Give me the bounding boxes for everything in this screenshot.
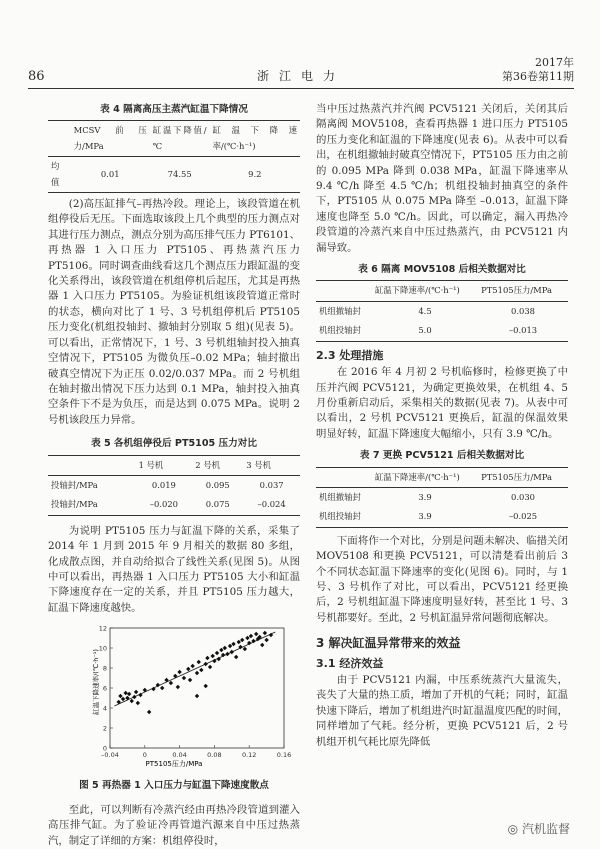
- data-point: [234, 655, 238, 659]
- journal-year: 2017年: [535, 56, 574, 69]
- table6-header: PT5105压力/MPa: [478, 281, 568, 301]
- table-cell: 0.030: [511, 491, 536, 502]
- data-point: [225, 652, 229, 656]
- data-point: [263, 631, 267, 635]
- data-point: [231, 642, 235, 646]
- table-cell: 0.037: [259, 479, 284, 490]
- watermark-text: 汽机监督: [521, 822, 570, 836]
- data-point: [197, 660, 201, 664]
- paragraph: 由于 PCV5121 内漏，中压系统蒸汽大量流失，丧失了大量的热工质，增加了开机的气耗；同时，缸温快速下降后，增加了机组进汽时缸温温度匹配的时间，同样增加了气耗。经分析，更换 PCV5121 后，2 号机组开机气耗比原先降低: [316, 674, 568, 748]
- y-tick-label: 10: [98, 644, 107, 653]
- table-cell: 0.019: [151, 479, 176, 490]
- table-cell: 机组撤轴封: [319, 491, 361, 502]
- data-point: [195, 694, 199, 698]
- data-point: [237, 640, 241, 644]
- page-number: 86: [28, 69, 45, 84]
- figure5-caption: 图 5 再热器 1 入口压力与缸温下降速度散点: [79, 779, 269, 791]
- table-cell: 投轴封/MPa: [48, 495, 136, 515]
- data-point: [240, 638, 244, 642]
- data-point: [205, 656, 209, 660]
- data-point: [245, 636, 249, 640]
- table-row: [316, 507, 568, 527]
- table-cell: 3.9: [418, 491, 432, 502]
- plot-frame: [110, 628, 284, 748]
- y-axis-label: 缸温下降速率/(℃·h⁻¹): [92, 649, 100, 716]
- y-tick-label: 12: [98, 624, 107, 633]
- data-point: [249, 634, 253, 638]
- y-tick-label: 2: [102, 724, 107, 733]
- x-axis-label: PT5105压力/MPa: [145, 760, 203, 769]
- table-cell: 均值: [48, 157, 71, 193]
- data-point: [160, 686, 164, 690]
- data-point: [118, 694, 122, 698]
- table6-caption: 表 6 隔离 MOV5108 后相关数据对比: [358, 264, 526, 276]
- data-point: [176, 685, 180, 689]
- table-cell: 机组投轴封: [316, 321, 372, 341]
- paragraph: (2)高压缸排气–再热冷段。理论上，该段管道在机组停役后无压。下面选取该段上几个典型的压力测点对其进行压力测点，测点分别为高压排气压力 PT6101、再热器 1 入口压力 PT5105、再热蒸汽压力 PT5106。同时调查曲线看这几个测点压力跟缸温的变化关系得出，该段管道在机组停机后起压，尤其是再热器 1 入口压力 PT5105。为验证机组该段管道正常时的状态，横向对比了 1 号、3 号机组停机后 PT5105 压力变化(机组投轴封、撤轴封分别取 5 组)(见表 5)。可以看出，正常情况下，1 号、3 号机组轴封投入抽真空情况下，PT5105 为微负压–0.02 MPa；轴封撤出破真空情况下为正压 0.02/0.037 MPa。而 2 号机组在轴封撤出情况下压力达到 0.1 MPa，轴封投入抽真空条件下不是为负压，而是达到 0.075 MPa。说明 2 号机该段压力异常。: [48, 198, 300, 426]
- x-tick-label: 0: [142, 751, 147, 760]
- table-row: [316, 301, 568, 321]
- data-point: [223, 646, 227, 650]
- table-row: [316, 487, 568, 507]
- x-tick-label: 0.04: [172, 751, 187, 760]
- paragraph: 至此，可以判断有冷蒸汽经由再热冷段管道到灌入高压排气缸。为了验证冷再管道汽源来自中压过热蒸汽，制定了详细的方案：机组停役时，: [48, 804, 300, 847]
- table5-caption: 表 5 各机组停役后 PT5105 压力对比: [91, 438, 257, 450]
- x-tick-label: –0.04: [101, 751, 119, 760]
- data-point: [132, 695, 136, 699]
- table4: [48, 120, 300, 193]
- table-cell: 0.038: [511, 305, 536, 316]
- table6: [316, 280, 568, 341]
- table7-caption: 表 7 更换 PCV5121 后相关数据对比: [359, 450, 525, 462]
- journal-issue: 第36卷第11期: [502, 70, 574, 83]
- table6-header: [316, 281, 372, 301]
- table-cell: –0.025: [478, 507, 568, 527]
- table-row: [48, 475, 300, 495]
- data-point: [195, 671, 199, 675]
- table-cell: 9.2: [210, 157, 300, 193]
- running-header: [28, 58, 574, 89]
- data-point: [228, 644, 232, 648]
- table-cell: 机组撤轴封: [319, 305, 361, 316]
- table-row: [48, 495, 300, 515]
- y-tick-label: 8: [102, 664, 107, 673]
- data-point: [204, 662, 208, 666]
- y-tick-label: 0: [102, 744, 107, 753]
- section-heading-3-1: 3.1 经济效益: [316, 656, 384, 670]
- data-point: [147, 710, 151, 714]
- paragraph: 在 2016 年 4 月初 2 号机临修时，检修更换了中压并汽阀 PCV5121，为确定更换效果，在机组 4、5 月份重新启动后，采集相关的数据(见表 7)。从表中可以看出，2 号机 PCV5121 更换后，缸温的保温效果明显好转，缸温下降速度大幅缩小，只有 3.9 ℃/h。: [316, 366, 568, 440]
- paragraph: 当中压过热蒸汽并汽阀 PCV5121 关闭后，关闭其后隔离阀 MOV5108，查看再热器 1 进口压力 PT5105 的压力变化和缸温的下降速度(见表 6)。从表中可以看出，在机组撤轴封破真空情况下，PT5105 压力由之前的 0.095 MPa 降到 0.038 MPa，缸温下降速率从 9.4 ℃/h 降至 4.5 ℃/h；机组投轴封抽真空的条件下，PT5105 从 0.075 MPa 降至 –0.013，缸温下降速度也降至 5.0 ℃/h。因此，可以确定，漏入再热冷段管道的冷蒸汽来自中压过热蒸汽，由 PCV5121 内漏导致。: [316, 103, 568, 254]
- data-point: [188, 678, 192, 682]
- x-tick-label: 0.16: [276, 751, 292, 760]
- table-cell: –0.020: [136, 495, 193, 515]
- table4-caption: 表 4 隔离高压主蒸汽缸温下降情况: [100, 104, 248, 115]
- right-column: [316, 102, 568, 750]
- data-point: [204, 684, 208, 688]
- table7-header: 缸温下降速率/(℃·h⁻¹): [372, 467, 478, 487]
- data-point: [123, 691, 127, 695]
- table7-header: [316, 467, 372, 487]
- data-point: [121, 697, 125, 701]
- data-point: [169, 681, 173, 685]
- table5-header: 2 号机: [192, 455, 243, 475]
- table5-header: [48, 455, 136, 475]
- table4-header: 缸温下降速率/(℃·h⁻¹): [210, 121, 300, 157]
- table5: [48, 455, 300, 516]
- table-cell: 3.9: [372, 507, 478, 527]
- table-cell: 4.5: [418, 305, 432, 316]
- table5-header: 3 号机: [243, 455, 300, 475]
- table7-header: PT5105压力/MPa: [478, 467, 568, 487]
- table7: [316, 467, 568, 528]
- data-point: [219, 648, 223, 652]
- table6-header: 缸温下降速率/(℃·h⁻¹): [372, 281, 478, 301]
- data-point: [254, 632, 258, 636]
- table4-header: MCSV前压力/MPa: [71, 121, 150, 157]
- table4-header: [48, 121, 71, 157]
- figure5: [48, 620, 300, 793]
- watermark: [508, 820, 570, 837]
- table-cell: 74.55: [150, 157, 210, 193]
- paragraph: 下面将作一个对比，分别是问题未解决、临措关闭 MOV5108 和更换 PCV5121，可以清楚看出前后 3 个不同状态缸温下降速率的变化(见图 6)。同时，与 1 号、3 号机作了对比，可以看出，PCV5121 经更换后，2 号机组缸温下降速度明显好转，甚至比 1 号、3 号机都要好。至此，2 号机缸温异常问题彻底解决。: [316, 534, 568, 624]
- table-cell: 机组投轴封: [316, 507, 372, 527]
- y-tick-label: 6: [102, 684, 107, 693]
- data-point: [182, 676, 186, 680]
- data-point: [127, 692, 131, 696]
- journal-name: 浙江电力: [256, 69, 345, 83]
- data-point: [264, 638, 268, 642]
- left-column: [48, 102, 300, 849]
- table-cell: 0.095: [205, 479, 230, 490]
- x-tick-label: 0.12: [241, 751, 257, 760]
- table-cell: 5.0: [372, 321, 478, 341]
- table-row: [316, 321, 568, 341]
- section-heading-3: 3 解决缸温异常带来的效益: [316, 636, 461, 651]
- data-point: [136, 701, 140, 705]
- table-row: [48, 157, 300, 193]
- table-cell: –0.013: [478, 321, 568, 341]
- paragraph: 为说明 PT5105 压力与缸温下降的关系，采集了 2014 年 1 月到 2015 年 9 月相关的数据 80 多组，化成散点图，并自动给拟合了线性关系(见图 5)。从图中可以看出，再热器 1 入口压力 PT5105 大小和缸温下降速度存在一定的关系，并且 PT5105 压力越大，缸温下降速度越快。: [48, 524, 300, 614]
- data-point: [190, 664, 194, 668]
- table4-header: 缸温下降值/℃: [150, 121, 210, 157]
- data-point: [243, 647, 247, 651]
- table5-header: 1 号机: [136, 455, 193, 475]
- data-point: [177, 670, 181, 674]
- x-tick-label: 0.08: [207, 751, 222, 760]
- table-cell: 0.075: [192, 495, 243, 515]
- table-cell: –0.024: [243, 495, 300, 515]
- data-point: [208, 665, 212, 669]
- data-point: [134, 690, 138, 694]
- section-heading-2-3: 2.3 处理措施: [316, 348, 384, 362]
- data-point: [260, 643, 264, 647]
- table-cell: 投轴封/MPa: [51, 479, 98, 490]
- data-point: [230, 650, 234, 654]
- wechat-icon: ◎: [507, 822, 519, 836]
- table-cell: 0.01: [71, 157, 150, 193]
- data-point: [215, 651, 219, 655]
- data-point: [186, 667, 190, 671]
- data-point: [130, 699, 134, 703]
- scatter-plot: [48, 620, 300, 770]
- y-tick-label: 4: [102, 704, 107, 713]
- data-point: [199, 668, 203, 672]
- data-point: [210, 654, 214, 658]
